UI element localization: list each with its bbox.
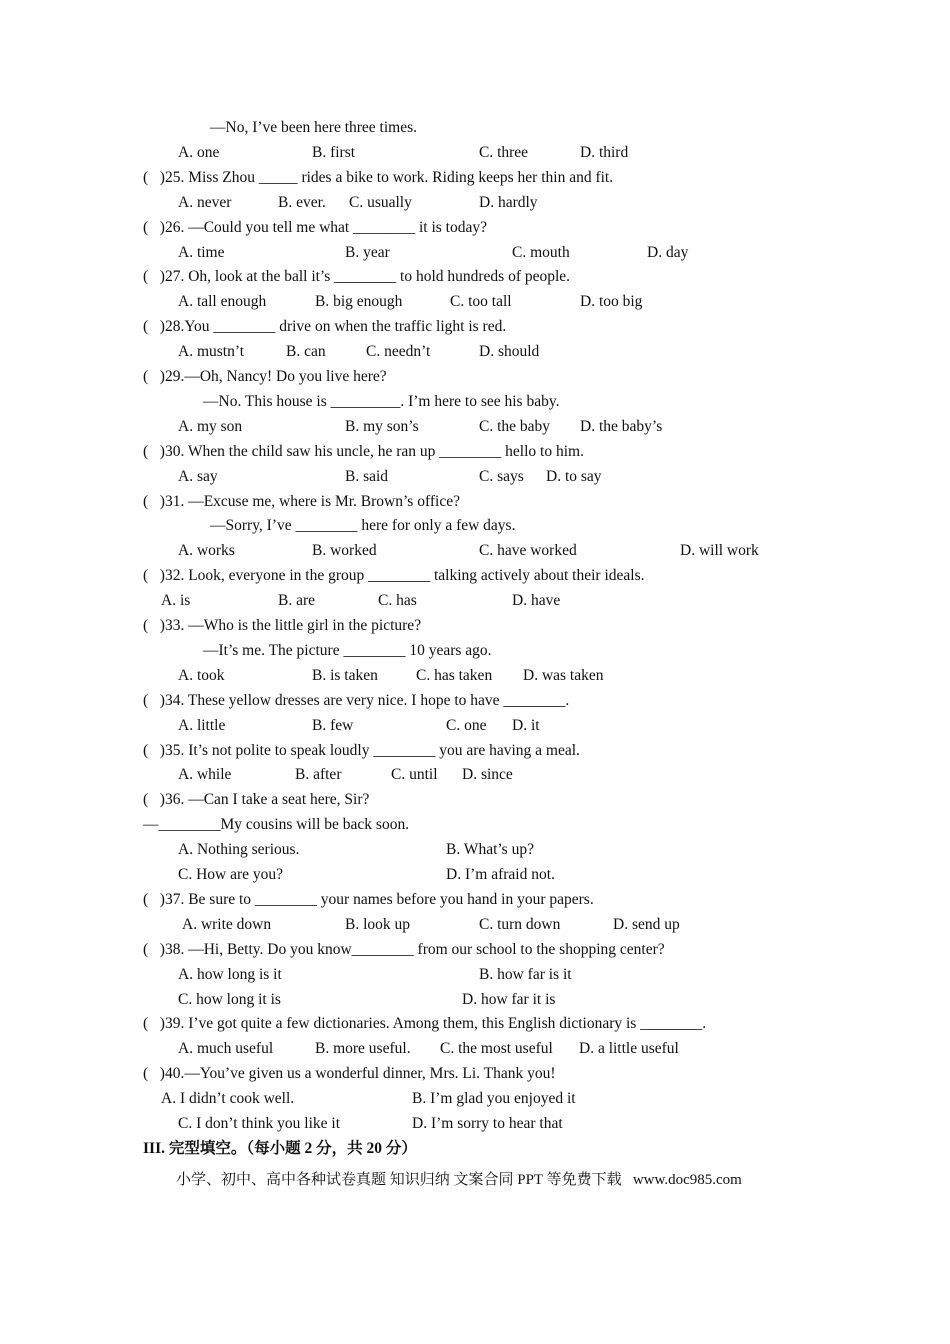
question-stem: ( )37. Be sure to ________ your names before you hand in your papers. [143, 890, 594, 908]
answer-option: A. one [178, 143, 220, 161]
answer-option: A. how long is it [178, 965, 282, 983]
dialogue-line: —________My cousins will be back soon. [143, 816, 410, 834]
answer-option: C. turn down [479, 915, 561, 933]
answer-option: A. time [178, 243, 225, 261]
answer-option: B. my son’s [345, 417, 419, 435]
answer-option: D. send up [613, 915, 680, 933]
answer-option: D. too big [580, 293, 643, 311]
dialogue-line: —No. This house is _________. I’m here to see his baby. [203, 392, 560, 410]
answer-option: D. will work [680, 542, 759, 560]
question-stem: ( )30. When the child saw his uncle, he ran up ________ hello to him. [143, 442, 584, 460]
question-stem: ( )36. —Can I take a seat here, Sir? [143, 791, 370, 809]
question-stem: ( )34. These yellow dresses are very nice. I hope to have ________. [143, 691, 570, 709]
answer-option: B. is taken [312, 666, 378, 684]
answer-option: A. say [178, 467, 218, 485]
answer-option: A. took [178, 666, 225, 684]
question-stem: ( )26. —Could you tell me what ________ it is today? [143, 218, 487, 236]
answer-option: B. look up [345, 915, 411, 933]
answer-option: B. after [295, 766, 342, 784]
answer-option: B. What’s up? [446, 841, 534, 859]
answer-option: C. mouth [512, 243, 570, 261]
answer-option: B. can [286, 343, 326, 361]
question-stem: ( )28.You ________ drive on when the traffic light is red. [143, 318, 507, 336]
answer-option: D. the baby’s [580, 417, 663, 435]
answer-option: D. to say [546, 467, 602, 485]
answer-option: A. is [161, 592, 191, 610]
answer-option: D. hardly [479, 193, 538, 211]
answer-option: A. little [178, 716, 226, 734]
answer-option: C. the baby [479, 417, 551, 435]
answer-option: C. the most useful [440, 1040, 553, 1058]
answer-option: A. write down [182, 915, 272, 933]
answer-option: B. few [312, 716, 354, 734]
page-footer: 小学、初中、高中各种试卷真题 知识归纳 文案合同 PPT 等免费下载 www.doc985.com [176, 1172, 742, 1188]
question-stem: ( )25. Miss Zhou _____ rides a bike to work. Riding keeps her thin and fit. [143, 168, 614, 186]
answer-option: C. How are you? [178, 866, 284, 883]
answer-option: C. has taken [416, 666, 493, 684]
answer-option: C. usually [349, 193, 412, 211]
answer-option: A. never [178, 193, 232, 211]
question-stem: ( )39. I’ve got quite a few dictionaries. Among them, this English dictionary is ________. [143, 1015, 707, 1033]
answer-option: A. mustn’t [178, 343, 245, 361]
question-stem: ( )29.—Oh, Nancy! Do you live here? [143, 368, 387, 385]
answer-option: B. more useful. [315, 1040, 411, 1058]
answer-option: A. tall enough [178, 293, 267, 311]
answer-option: A. my son [178, 417, 243, 435]
answer-option: A. much useful [178, 1040, 274, 1058]
answer-option: C. says [479, 467, 524, 485]
dialogue-line: —Sorry, I’ve ________ here for only a few days. [210, 517, 516, 535]
answer-option: C. I don’t think you like it [178, 1115, 341, 1132]
section-heading: III. 完型填空。（每小题 2 分，共 20 分） [143, 1140, 417, 1157]
question-stem: ( )27. Oh, look at the ball it’s ________ to hold hundreds of people. [143, 268, 571, 286]
answer-option: C. have worked [479, 542, 577, 560]
answer-option: D. third [580, 143, 629, 161]
answer-option: B. ever. [278, 193, 326, 211]
question-stem: ( )31. —Excuse me, where is Mr. Brown’s office? [143, 492, 460, 510]
answer-option: D. have [512, 592, 561, 610]
answer-option: A. works [178, 542, 235, 560]
answer-option: D. I’m afraid not. [446, 866, 555, 883]
question-stem: ( )40.—You’ve given us a wonderful dinner, Mrs. Li. Thank you! [143, 1065, 556, 1083]
answer-option: B. said [345, 467, 389, 485]
answer-option: C. needn’t [366, 343, 431, 361]
question-stem: ( )38. —Hi, Betty. Do you know________ from our school to the shopping center? [143, 940, 665, 958]
answer-option: A. I didn’t cook well. [161, 1090, 295, 1108]
answer-option: B. are [278, 592, 316, 610]
answer-option: D. day [647, 243, 689, 261]
answer-option: B. big enough [315, 293, 403, 311]
dialogue-line: —No, I’ve been here three times. [210, 119, 418, 136]
answer-option: C. too tall [450, 293, 512, 311]
answer-option: D. should [479, 343, 540, 361]
answer-option: B. worked [312, 542, 377, 560]
answer-option: B. first [312, 143, 356, 161]
answer-option: D. how far it is [462, 990, 556, 1008]
answer-option: C. has [378, 592, 417, 610]
answer-option: D. a little useful [579, 1040, 679, 1058]
answer-option: D. it [512, 716, 540, 734]
dialogue-line: —It’s me. The picture ________ 10 years ago. [203, 641, 492, 659]
answer-option: D. was taken [523, 666, 604, 684]
answer-option: C. one [446, 716, 487, 734]
question-stem: ( )35. It’s not polite to speak loudly ________ you are having a meal. [143, 741, 580, 759]
answer-option: A. while [178, 766, 232, 784]
answer-option: B. year [345, 243, 390, 261]
answer-option: B. how far is it [479, 965, 572, 983]
answer-option: C. until [391, 766, 438, 784]
answer-option: C. three [479, 143, 529, 161]
answer-option: B. I’m glad you enjoyed it [412, 1090, 576, 1108]
answer-option: C. how long it is [178, 990, 281, 1008]
question-stem: ( )32. Look, everyone in the group ________ talking actively about their ideals. [143, 567, 645, 585]
question-stem: ( )33. —Who is the little girl in the picture? [143, 617, 422, 634]
answer-option: D. I’m sorry to hear that [412, 1115, 563, 1132]
answer-option: D. since [462, 766, 513, 784]
answer-option: A. Nothing serious. [178, 841, 300, 859]
